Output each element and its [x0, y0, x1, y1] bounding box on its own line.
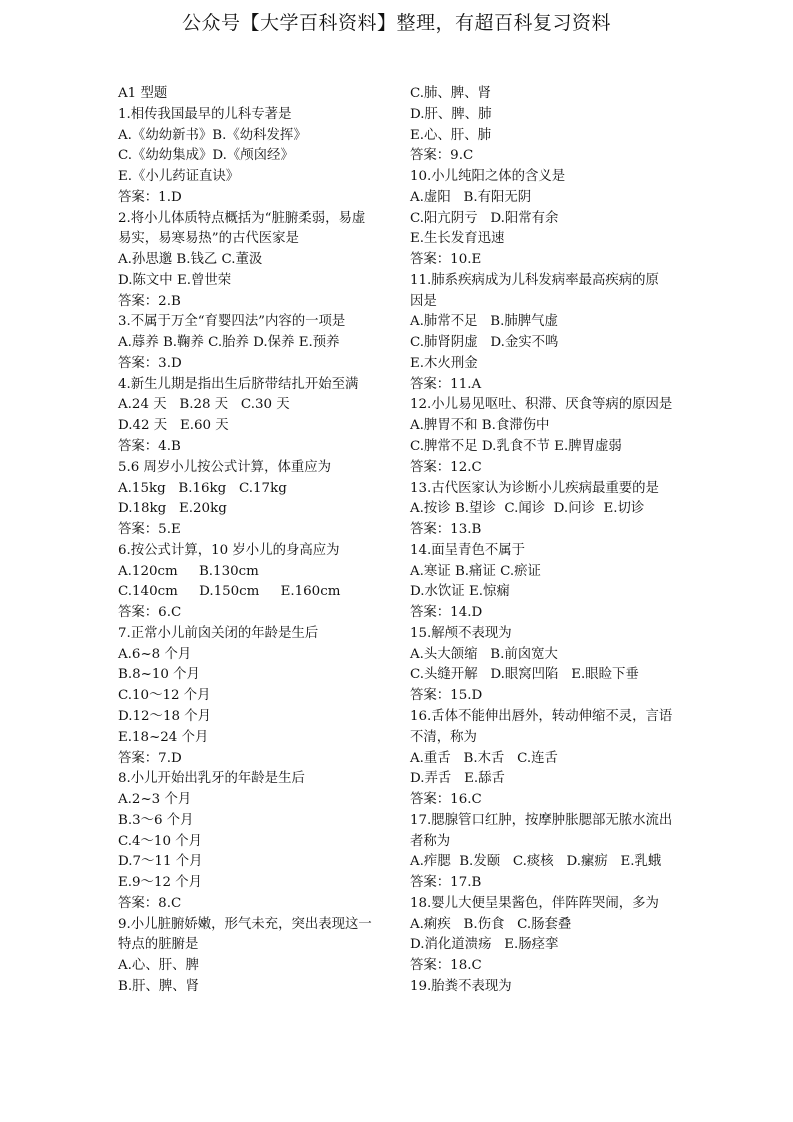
answer-line: 答案：3.D [118, 355, 182, 371]
text-line: D.水饮证 E.惊痫 [410, 584, 510, 600]
text-line: A.心、肝、脾 [118, 958, 199, 974]
text-line: C.10～12 个月 [118, 688, 211, 704]
text-line: D.7～11 个月 [118, 854, 203, 870]
question-line: 14.面呈青色不属于 [410, 542, 526, 558]
answer-line: 答案：16.C [410, 792, 482, 808]
text-line: A.《幼幼新书》B.《幼科发挥》 [118, 127, 307, 143]
text-line: B.8~10 个月 [118, 667, 200, 683]
question-line: 17.腮腺管口红肿，按摩肿胀腮部无脓水流出 [410, 812, 673, 828]
text-line: A.24 天 B.28 天 C.30 天 [118, 397, 290, 413]
question-line: 5.6 周岁小儿按公式计算，体重应为 [118, 459, 332, 475]
text-line: 者称为 [410, 833, 451, 849]
question-line: 15.解颅不表现为 [410, 625, 512, 641]
question-line: 7.正常小儿前囟关闭的年龄是生后 [118, 625, 319, 641]
answer-line: 答案：12.C [410, 459, 482, 475]
text-line: 不清，称为 [410, 729, 477, 745]
question-line: 13.古代医家认为诊断小儿疾病最重要的是 [410, 480, 659, 496]
text-line: A.痢疾 B.伤食 C.肠套叠 [410, 916, 572, 932]
text-line: E.生长发育迅速 [410, 231, 505, 247]
answer-line: 答案：18.C [410, 958, 482, 974]
text-line: A.6~8 个月 [118, 646, 192, 662]
text-line: C.140cm D.150cm E.160cm [118, 584, 341, 600]
text-line: A.头大颌缩 B.前囟宽大 [410, 646, 558, 662]
text-line: C.肺肾阴虚 D.金实不鸣 [410, 335, 559, 351]
question-line: 19.胎粪不表现为 [410, 978, 512, 994]
question-line: 8.小儿开始出乳牙的年龄是生后 [118, 771, 305, 787]
question-line: 2.将小儿体质特点概括为“脏腑柔弱，易虚 [118, 210, 366, 226]
text-line: A.120cm B.130cm [118, 563, 259, 579]
answer-line: 答案：7.D [118, 750, 182, 766]
question-line: 1.相传我国最早的儿科专著是 [118, 106, 292, 122]
text-line: E.9～12 个月 [118, 875, 203, 891]
text-line: A.重舌 B.木舌 C.连舌 [410, 750, 558, 766]
text-line: E.《小儿药证直诀》 [118, 169, 240, 185]
text-line: C.脾常不足 D.乳食不节 E.脾胃虚弱 [410, 439, 622, 455]
text-line: C.头缝开解 D.眼窝凹陷 E.眼睑下垂 [410, 667, 639, 683]
text-line: 因是 [410, 293, 437, 309]
question-line: 9.小儿脏腑娇嫩，形气未充，突出表现这一 [118, 916, 372, 932]
answer-line: 答案：9.C [410, 148, 474, 164]
question-line: 3.不属于万全“育婴四法”内容的一项是 [118, 314, 346, 330]
text-line: C.阳亢阴亏 D.阳常有余 [410, 210, 559, 226]
text-line: E.心、肝、肺 [410, 127, 491, 143]
question-line: 18.婴儿大便呈果酱色，伴阵阵哭闹，多为 [410, 895, 659, 911]
answer-line: 答案：10.E [410, 252, 482, 268]
question-line: 4.新生儿期是指出生后脐带结扎开始至满 [118, 376, 359, 392]
text-line: D.消化道溃疡 E.肠痉挛 [410, 937, 559, 953]
left-column [118, 84, 403, 998]
question-line: 12.小儿易见呕吐、积滞、厌食等病的原因是 [410, 397, 673, 413]
page-header: 公众号【大学百科资料】整理，有超百科复习资料 [181, 12, 611, 34]
text-line: A.按诊 B.望诊 C.闻诊 D.问诊 E.切诊 [410, 501, 645, 517]
text-line: C.4～10 个月 [118, 833, 203, 849]
answer-line: 答案：8.C [118, 895, 182, 911]
text-line: D.12～18 个月 [118, 708, 212, 724]
text-line: A.脾胃不和 B.食滞伤中 [410, 418, 550, 434]
text-line: A.虚阳 B.有阳无阴 [410, 189, 532, 205]
text-line: D.陈文中 E.曾世荣 [118, 272, 232, 288]
text-line: D.肝、脾、肺 [410, 106, 492, 122]
question-line: 16.舌体不能伸出唇外，转动伸缩不灵，言语 [410, 708, 673, 724]
text-line: A.15kg B.16kg C.17kg [118, 480, 287, 496]
text-line: B.肝、脾、肾 [118, 978, 200, 994]
answer-line: 答案：17.B [410, 875, 482, 891]
answer-line: 答案：13.B [410, 522, 482, 538]
text-line: 特点的脏腑是 [118, 937, 199, 953]
text-line: C.《幼幼集成》D.《颅囟经》 [118, 148, 294, 164]
answer-line: 答案：15.D [410, 688, 483, 704]
text-line: A.2~3 个月 [118, 792, 192, 808]
text-line: E.18~24 个月 [118, 729, 209, 745]
right-column [410, 84, 695, 998]
text-line: E.木火刑金 [410, 355, 478, 371]
text-line: 易实，易寒易热”的古代医家是 [118, 231, 299, 247]
text-line: A.肺常不足 B.肺脾气虚 [410, 314, 558, 330]
answer-line: 答案：11.A [410, 376, 482, 392]
answer-line: 答案：14.D [410, 605, 483, 621]
text-line: A.痄腮 B.发颐 C.痰核 D.瘰疬 E.乳蛾 [410, 854, 662, 870]
answer-line: 答案：6.C [118, 605, 182, 621]
answer-line: 答案：4.B [118, 439, 181, 455]
text-line: D.42 天 E.60 天 [118, 418, 229, 434]
text-line: A.孙思邈 B.钱乙 C.董汲 [118, 252, 263, 268]
text-line: C.肺、脾、肾 [410, 86, 491, 101]
question-line: 10.小儿纯阳之体的含义是 [410, 169, 566, 185]
answer-line: 答案：1.D [118, 189, 182, 205]
answer-line: 答案：5.E [118, 522, 181, 538]
question-line: 11.肺系疾病成为儿科发病率最高疾病的原 [410, 272, 659, 288]
text-line: B.3～6 个月 [118, 812, 194, 828]
question-line: 6.按公式计算，10 岁小儿的身高应为 [118, 542, 340, 558]
text-line: A.寒证 B.痛证 C.瘀证 [410, 563, 541, 579]
text-line: D.18kg E.20kg [118, 501, 227, 517]
answer-line: 答案：2.B [118, 293, 181, 309]
text-line: D.弄舌 E.舔舌 [410, 771, 505, 787]
text-line: A.蓐养 B.鞠养 C.胎养 D.保养 E.预养 [118, 335, 340, 351]
text-line: A1 型题 [118, 86, 168, 101]
